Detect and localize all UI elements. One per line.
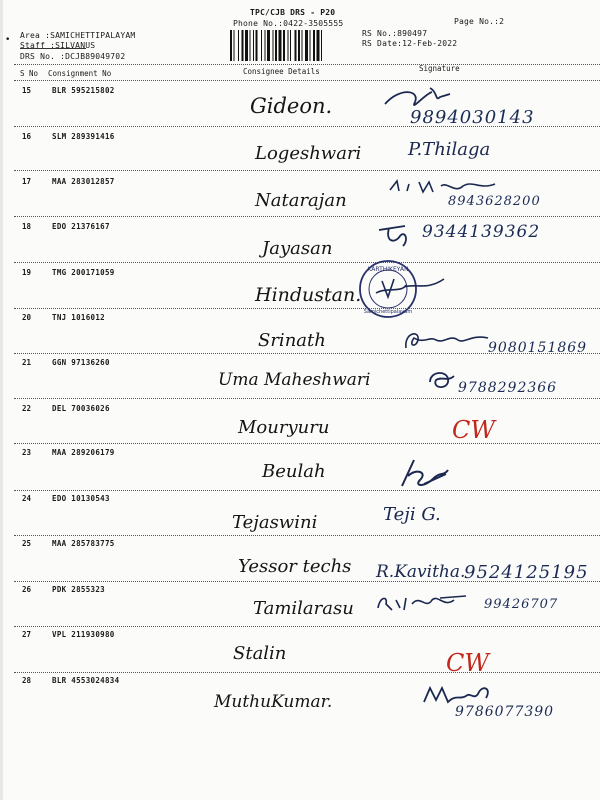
barcode-bar — [256, 30, 258, 61]
barcode-bar — [275, 30, 277, 61]
barcode-bar — [242, 30, 244, 61]
row-consignee: Beulah — [262, 461, 326, 482]
row-divider — [14, 353, 600, 354]
barcode-bar — [273, 30, 274, 61]
phone-number: Phone No.:0422-3505555 — [233, 19, 344, 28]
row-sno: 23 — [22, 448, 32, 457]
col-consignee: Consignee Details — [243, 67, 320, 76]
row-consignee: Tamilarasu — [253, 598, 354, 619]
row-consignment: BLR 4553024834 — [52, 676, 120, 685]
row-divider — [14, 443, 600, 444]
row-consignment: TMG 200171059 — [52, 268, 115, 277]
barcode-bar — [250, 30, 251, 61]
barcode-bar — [230, 30, 232, 61]
row-sno: 27 — [22, 630, 32, 639]
drs-number: DRS No. :DCJB89049702 — [20, 52, 126, 61]
page-edge — [0, 0, 3, 800]
row-phone: 9894030143 — [410, 107, 535, 128]
row-signature-text: Teji G. — [383, 504, 441, 525]
barcode-bar — [302, 30, 303, 61]
row-consignee: Tejaswini — [232, 512, 318, 533]
row-sno: 17 — [22, 177, 32, 186]
page-number: Page No.:2 — [454, 17, 505, 26]
row-remark: CW — [446, 649, 490, 677]
row-divider — [14, 216, 600, 217]
row-consignee: Mouryuru — [238, 417, 330, 438]
rs-date: RS Date:12-Feb-2022 — [362, 39, 458, 48]
barcode-bar — [288, 30, 289, 61]
row-consignee: Uma Maheshwari — [218, 370, 371, 390]
header-bottom-line — [14, 80, 600, 81]
row-consignment: MAA 283012857 — [52, 177, 115, 186]
barcode-bar — [295, 30, 297, 61]
row-phone: 99426707 — [484, 597, 559, 612]
staff-strike — [20, 48, 86, 49]
row-consignment: VPL 211930980 — [52, 630, 115, 639]
barcode-bar — [253, 30, 254, 61]
row-sno: 24 — [22, 494, 32, 503]
row-consignment: EDO 21376167 — [52, 222, 110, 231]
row-consignment: TNJ 1016012 — [52, 313, 105, 322]
row-consignee: Natarajan — [255, 190, 347, 211]
barcode-bar — [313, 30, 315, 61]
barcode-bar — [283, 30, 285, 61]
staff-label: Staff :SILVANUS — [20, 41, 96, 50]
col-signature: Signature — [419, 64, 460, 73]
barcode — [230, 30, 358, 61]
row-phone: 9786077390 — [455, 704, 555, 720]
barcode-bar — [279, 30, 282, 61]
row-divider — [14, 262, 600, 263]
row-divider — [14, 581, 600, 582]
row-sno: 22 — [22, 404, 32, 413]
row-sno: 16 — [22, 132, 32, 141]
row-sno: 28 — [22, 676, 32, 685]
row-consignee: Logeshwari — [255, 143, 362, 164]
row-divider — [14, 170, 600, 171]
bullet-mark: • — [5, 35, 11, 45]
row-consignee: Srinath — [258, 330, 326, 351]
col-consignment: Consignment No — [48, 69, 112, 78]
row-divider — [14, 398, 600, 399]
row-consignee: Yessor techs — [238, 556, 352, 577]
signature-scribble — [375, 222, 415, 252]
row-divider — [14, 308, 600, 309]
row-consignee: Gideon. — [250, 94, 333, 118]
barcode-bar — [298, 30, 300, 61]
row-sno: 21 — [22, 358, 32, 367]
col-sno: S No — [20, 69, 39, 78]
barcode-bar — [317, 30, 320, 61]
barcode-bar — [245, 30, 248, 61]
row-phone: 9788292366 — [458, 380, 558, 396]
row-consignee: Stalin — [233, 643, 287, 664]
stamp-text: KARTHIKEYAN — [367, 266, 409, 273]
row-sno: 18 — [22, 222, 32, 231]
row-consignment: EDO 10130543 — [52, 494, 110, 503]
row-divider — [14, 490, 600, 491]
row-consignment: GGN 97136260 — [52, 358, 110, 367]
row-sno: 19 — [22, 268, 32, 277]
row-consignment: PDK 2855323 — [52, 585, 105, 594]
row-sno: 20 — [22, 313, 32, 322]
signature-scribble — [400, 326, 500, 356]
row-consignment: MAA 285783775 — [52, 539, 115, 548]
barcode-bar — [238, 30, 239, 61]
row-consignment: MAA 289206179 — [52, 448, 115, 457]
row-sno: 25 — [22, 539, 32, 548]
row-consignee: Jayasan — [262, 238, 333, 259]
row-sno: 26 — [22, 585, 32, 594]
row-divider — [14, 672, 600, 673]
barcode-bar — [305, 30, 308, 61]
barcode-bar — [265, 30, 266, 61]
barcode-bar — [290, 30, 291, 61]
barcode-bar — [267, 30, 270, 61]
row-consignee: MuthuKumar. — [214, 692, 333, 712]
row-phone: 9524125195 — [464, 562, 589, 583]
barcode-bar — [321, 30, 322, 61]
header-separator — [14, 64, 600, 65]
row-divider — [14, 626, 600, 627]
row-consignment: BLR 595215802 — [52, 86, 115, 95]
rs-number: RS No.:890497 — [362, 29, 428, 38]
barcode-bar — [310, 30, 311, 61]
row-consignment: SLM 289391416 — [52, 132, 115, 141]
signature-scribble — [424, 366, 460, 392]
row-consignee: Hindustan. — [255, 284, 362, 306]
area-label: Area :SAMICHETTIPALAYAM — [20, 31, 136, 40]
row-phone: 9080151869 — [488, 340, 588, 356]
signature-scribble — [394, 454, 454, 494]
row-signature-text: R.Kavitha. — [376, 562, 466, 582]
row-phone: 8943628200 — [448, 194, 541, 209]
barcode-bar — [234, 30, 235, 61]
row-phone: 9344139362 — [422, 222, 541, 242]
row-remark: CW — [452, 416, 496, 444]
company-stamp — [346, 257, 456, 321]
row-divider — [14, 126, 600, 127]
row-divider — [14, 535, 600, 536]
row-sno: 15 — [22, 86, 32, 95]
signature-scribble — [374, 590, 478, 616]
report-title: TPC/CJB DRS - P20 — [250, 8, 336, 17]
row-consignment: DEL 70036026 — [52, 404, 110, 413]
row-signature-text: P.Thilaga — [408, 139, 491, 160]
stamp-subtext: Samichettipalayam — [363, 309, 413, 315]
barcode-bar — [261, 30, 262, 61]
